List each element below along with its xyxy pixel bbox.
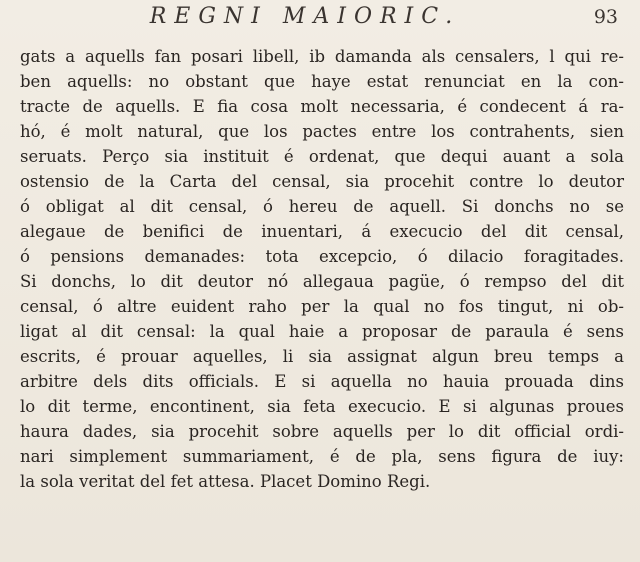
text-line: lo dit terme, encontinent, sia feta execucio. E si algunas proues: [20, 397, 624, 416]
text-line: ó pensions demanades: tota excepcio, ó dilacio foragitades.: [20, 247, 624, 266]
text-line: tracte de aquells. E fia cosa molt necessaria, é condecent á ra-: [20, 97, 624, 116]
text-line: alegaue de benifici de inuentari, á execucio del dit censal,: [20, 222, 624, 241]
text-line: gats a aquells fan posari libell, ib damanda als censalers, l qui re-: [20, 47, 624, 66]
text-line: haura dades, sia procehit sobre aquells per lo dit official ordi-: [20, 422, 624, 441]
text-line: seruats. Perço sia instituit é ordenat, que dequi auant a sola: [20, 147, 624, 166]
text-line: censal, ó altre euident raho per la qual no fos tingut, ni ob-: [20, 297, 624, 316]
text-line: nari simplement summariament, é de pla, sens figura de iuy:: [20, 447, 624, 466]
text-line: la sola veritat del fet attesa. Placet Domino Regi.: [20, 472, 431, 491]
text-line: ben aquells: no obstant que haye estat renunciat en la con-: [20, 72, 624, 91]
text-line: escrits, é prouar aquelles, li sia assignat algun breu temps a: [20, 347, 624, 366]
text-line: ostensio de la Carta del censal, sia procehit contre lo deutor: [20, 172, 624, 191]
text-line: ó obligat al dit censal, ó hereu de aquell. Si donchs no se: [20, 197, 624, 216]
page-number: 93: [593, 6, 618, 28]
text-line: arbitre dels dits officials. E si aquella no hauia prouada dins: [20, 372, 624, 391]
running-title: REGNI MAIORIC.: [149, 4, 461, 29]
body-text: [20, 44, 630, 494]
text-line: Si donchs, lo dit deutor nó allegaua pagüe, ó rempso del dit: [20, 272, 624, 291]
text-line: ligat al dit censal: la qual haie a proposar de paraula é sens: [20, 322, 624, 341]
text-line: hó, é molt natural, que los pactes entre los contrahents, sien: [20, 122, 624, 141]
running-head: [20, 0, 630, 44]
